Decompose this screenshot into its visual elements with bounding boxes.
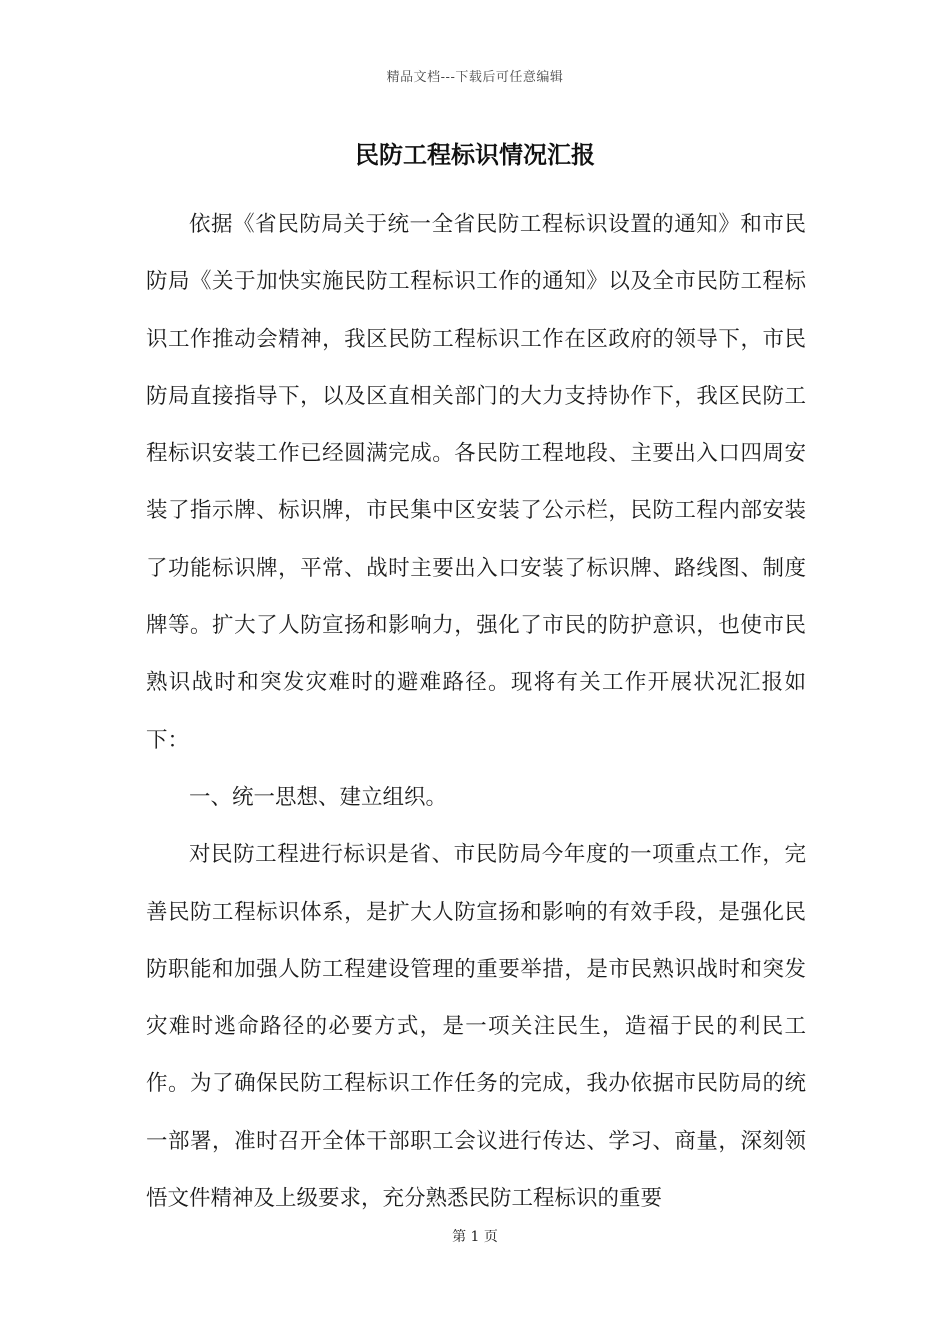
page-number: 第 1 页	[452, 1229, 498, 1245]
section-heading-1: 一、统一思想、建立组织。	[189, 784, 448, 810]
paragraph-section-1: 对民防工程进行标识是省、市民防局今年度的一项重点工作，完善民防工程标识体系，是扩大人防宣扬和影响的有效手段，是强化民防职能和加强人防工程建设管理的重要举措，是市民熟识战时和突发灾难时逃命路径的必要方式，是一项关注民生，造福于民的利民工作。为了确保民防工程标识工作任务的完成，我办依据市民防局的统一部署，准时召开全体干部职工会议进行传达、学习、商量，深刻领悟文件精神及上级要求，充分熟悉民防工程标识的重要	[146, 842, 806, 1212]
document-body	[146, 196, 806, 1227]
document-title: 民防工程标识情况汇报	[355, 140, 595, 169]
paragraph-intro: 依据《省民防局关于统一全省民防工程标识设置的通知》和市民防局《关于加快实施民防工程标识工作的通知》以及全市民防工程标识工作推动会精神，我区民防工程标识工作在区政府的领导下，市民防局直接指导下，以及区直相关部门的大力支持协作下，我区民防工程标识安装工作已经圆满完成。各民防工程地段、主要出入口四周安装了指示牌、标识牌，市民集中区安装了公示栏，民防工程内部安装了功能标识牌，平常、战时主要出入口安装了标识牌、路线图、制度牌等。扩大了人防宣扬和影响力，强化了市民的防护意识，也使市民熟识战时和突发灾难时的避难路径。现将有关工作开展状况汇报如下：	[146, 212, 806, 753]
header-note: 精品文档---下载后可任意编辑	[386, 70, 564, 85]
